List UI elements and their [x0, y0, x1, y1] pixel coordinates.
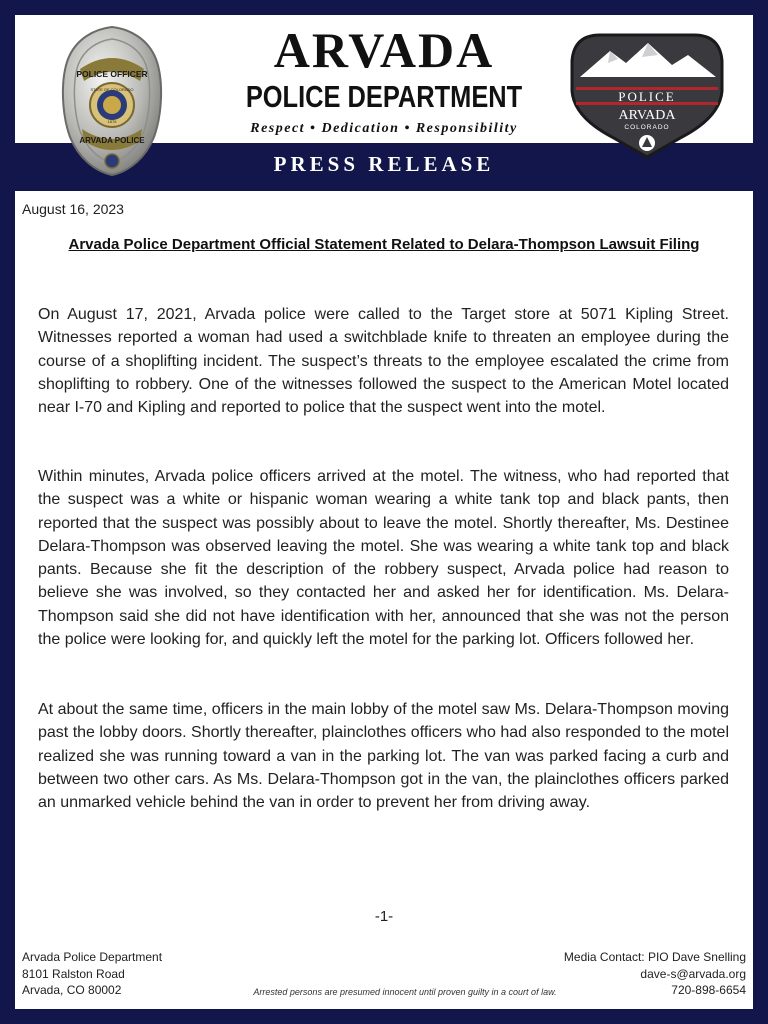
agency-title: ARVADA	[273, 22, 495, 78]
press-release-page	[15, 15, 753, 1009]
footer-contact-email[interactable]: dave-s@arvada.org	[640, 966, 746, 981]
page-number: -1-	[374, 908, 394, 925]
footer-address-line1: 8101 Ralston Road	[22, 966, 125, 981]
release-headline: Arvada Police Department Official Statement Related to Delara-Thompson Lawsuit Filing	[68, 236, 700, 253]
press-release-label: PRESS RELEASE	[273, 152, 495, 176]
patch-line2: ARVADA	[618, 108, 676, 123]
paragraph-1: On August 17, 2021, Arvada police were called to the Target store at 5071 Kipling Street. Witnesses reported a woman had used a switchblade knife to threaten an employee during the course of a shoplifting incident. The suspect’s threats to the employee escalated the crime from shoplifting to robbery. One of the witnesses followed the suspect to the American Motel located near I-70 and Kipling and reported to police that the suspect went into the motel.	[38, 306, 729, 417]
badge-top-text: POLICE OFFICER	[76, 69, 148, 79]
patch-line1: POLICE	[618, 89, 676, 104]
agency-motto: Respect • Dedication • Responsibility	[250, 121, 518, 136]
patch-line3: COLORADO	[624, 124, 670, 131]
footer-contact-phone: 720-898-6654	[671, 983, 746, 997]
footer-contact-label: Media Contact: PIO Dave Snelling	[563, 950, 746, 964]
footer-address-line2: Arvada, CO 80002	[22, 983, 122, 997]
paragraph-2: Within minutes, Arvada police officers arrived at the motel. The witness, who had reported that the suspect was a white or hispanic woman wearing a white tank top and black pants, then reported that the suspect was possibly about to leave the motel. Shortly thereafter, Ms. Destinee Delara-Thompson was observed leaving the motel. She was wearing a white tank top and black pants. Because she fit the description of the robbery suspect, Arvada police had reason to believe she was involved, so they contacted her and asked her for identification. Ms. Delara-Thompson said she did not have identification with her, announced that she was not the person the police were looking for, and quickly left the motel for the parking lot. Officers followed her.	[38, 468, 729, 649]
footer-disclaimer: Arrested persons are presumed innocent until proven guilty in a court of law.	[253, 987, 557, 997]
police-badge-icon	[60, 25, 164, 177]
arvada-police-patch-icon	[570, 29, 724, 161]
badge-seal-year: 1876	[107, 119, 117, 124]
footer-address	[22, 949, 162, 999]
footer-org-name: Arvada Police Department	[22, 950, 163, 964]
release-date: August 16, 2023	[22, 201, 124, 217]
agency-subtitle: POLICE DEPARTMENT	[245, 79, 523, 114]
paragraph-3: At about the same time, officers in the main lobby of the motel saw Ms. Delara-Thompson moving past the lobby doors. Shortly thereafter, plainclothes officers who had also responded to the motel realized she was running toward a van in the parking lot. The van was parked facing a curb and between two other cars. As Ms. Delara-Thompson got in the van, the plainclothes officers parked an unmarked vehicle behind the van in order to prevent her from driving away.	[38, 701, 729, 812]
badge-seal-text: STATE OF COLORADO	[90, 87, 134, 92]
badge-bottom-text: ARVADA POLICE	[79, 136, 145, 145]
